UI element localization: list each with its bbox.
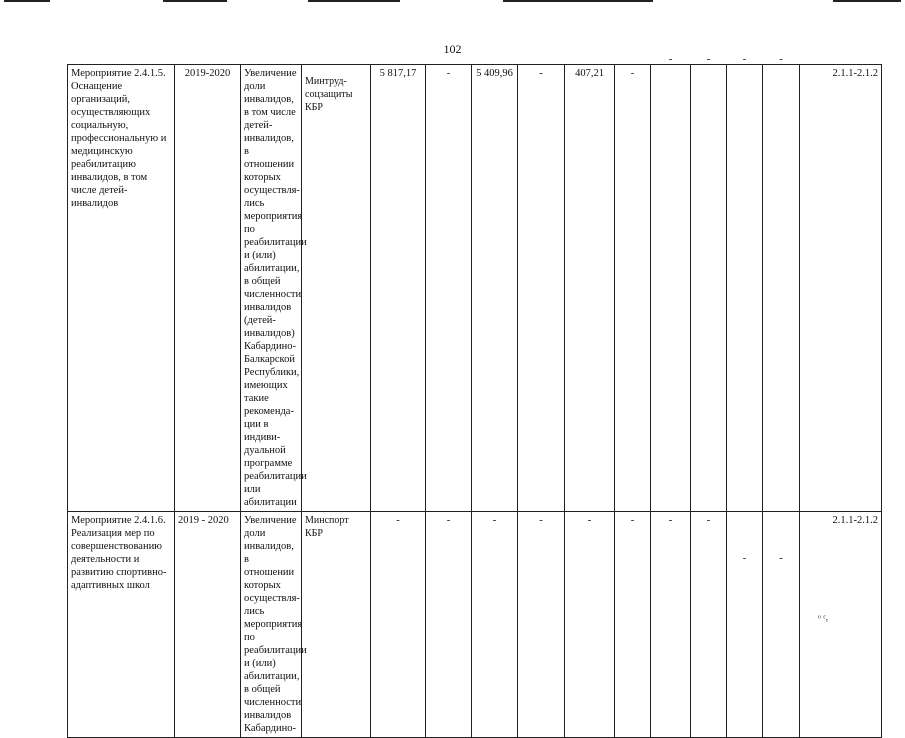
- value-cell: -: [426, 512, 472, 738]
- value-cell: [763, 54, 800, 512]
- value-text: -: [779, 54, 783, 65]
- value-cell: -: [426, 65, 472, 512]
- value-cell: -: [651, 512, 691, 738]
- measure-name-cell: Мероприятие 2.4.1.5. Оснащение организаций, осуществляющих социальную, профессиональную и медицинскую реабилитацию инвалидов, в том числе детей-инвалидов: [68, 65, 175, 512]
- value-text: -: [742, 54, 747, 65]
- value-cell: -: [615, 512, 651, 738]
- indicator-cell: Увеличение доли инвалидов, в отношении которых осуществля-лись мероприятия по реабилитации и (или) абилитации, в общей численности инвалидов Кабардино-: [241, 512, 302, 738]
- value-cell: -: [472, 512, 518, 738]
- top-rule-1: [4, 0, 50, 2]
- period-cell: 2019-2020: [175, 65, 241, 512]
- program-table: [67, 54, 882, 738]
- value-cell: -: [763, 512, 800, 738]
- page-number: 102: [443, 42, 462, 56]
- table-row: [68, 512, 882, 738]
- value-cell: -: [727, 512, 763, 738]
- table-row: [68, 65, 882, 512]
- executor-cell: Минспорт КБР: [302, 512, 371, 738]
- value-cell: 407,21: [565, 65, 615, 512]
- value-cell: -: [565, 512, 615, 738]
- code-cell: 2.1.1-2.1.2: [800, 512, 882, 738]
- value-cell: -: [371, 512, 426, 738]
- corner-marks: ᵒ ᶜᵣ: [818, 613, 829, 624]
- value-cell: -: [615, 65, 651, 512]
- measure-name-cell: Мероприятие 2.4.1.6. Реализация мер по совершенствованию деятельности и развитию спортивно-адаптивных школ: [68, 512, 175, 738]
- value-cell: [691, 54, 727, 512]
- code-cell: 2.1.1-2.1.2: [800, 65, 882, 512]
- value-cell: -: [518, 512, 565, 738]
- value-cell: [727, 54, 763, 512]
- top-rule-4: [503, 0, 653, 2]
- value-cell: -: [518, 65, 565, 512]
- top-rule-2: [163, 0, 227, 2]
- value-cell: 5 409,96: [472, 65, 518, 512]
- executor-cell: Минтруд-соцзащиты КБР: [302, 65, 371, 512]
- value-cell: [651, 54, 691, 512]
- top-rule-3: [308, 0, 400, 2]
- value-cell: -: [691, 512, 727, 738]
- value-text: -: [706, 54, 711, 65]
- indicator-cell: Увеличение доли инвалидов, в том числе детей-инвалидов, в отношении которых осуществля-лись мероприятия по реабилитации и (или) абилитации, в общей численности инвалидов (детей-инвалидов) Кабардино-Балкарской Республики, имеющих такие рекоменда-ции в индиви-дуальной программе реабилитации или абилитации: [241, 65, 302, 512]
- value-text: -: [668, 54, 673, 65]
- value-cell: 5 817,17: [371, 65, 426, 512]
- top-rule-5: [833, 0, 901, 2]
- period-cell: 2019 - 2020: [175, 512, 241, 738]
